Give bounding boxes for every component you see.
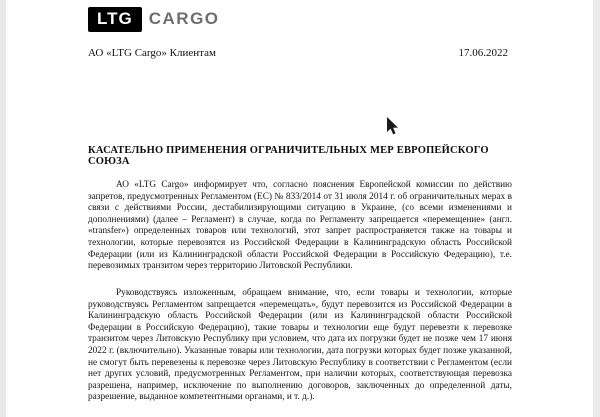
- paragraph-2: [88, 288, 512, 404]
- scan-edge-right: [593, 0, 600, 417]
- document-date: 17.06.2022: [458, 47, 508, 59]
- paragraph-2-text: Руководствуясь изложенным, обращаем внимание, что, если товары и технологии, которые руководствуясь Регламентом запрещается «перемещать», будут перевозится из Российской Федерации в Калининградскую область Российской Федерации (или из Калининградской области Российской Федерации в Российскую Федерацию), такие товары и технологии еще будут перевезти к перевозке транзитом через Литовскую Республику при условием, что дата их погрузки будет не позже чем 17 июня 2022 г. (включительно). Указанные товары или технологии, дата погрузки которых будет позже указанной, не смогут быть перевезены к перевозке через Литовскую Республику в соответствии с Регламентом (если нет других условий, предусмотренных Регламентом, при наличии которых, соответствующая перевозка разрешена, например, исключение по выполнению договоров, заключенных до определенной даты, разрешение, выданное компетентными органами, и т. д.).: [88, 288, 512, 403]
- paragraph-1: [88, 180, 512, 273]
- page-title: КАСАТЕЛЬНО ПРИМЕНЕНИЯ ОГРАНИЧИТЕЛЬНЫХ МЕР ЕВРОПЕЙСКОГО СОЮЗА: [88, 145, 489, 167]
- logo-mark-text: LTG: [88, 7, 142, 32]
- logo-word-text: CARGO: [148, 9, 220, 28]
- ltg-cargo-logo: [88, 6, 220, 32]
- scan-edge-left: [0, 0, 6, 417]
- addressee-text: АО «LTG Cargo» Клиентам: [88, 47, 216, 59]
- document-meta-row: [88, 47, 508, 59]
- paragraph-1-text: АО «LTG Cargo» информирует что, согласно пояснения Европейской комиссии по действию запретов, предусмотренных Регламентом (ЕС) № 833/2014 от 31 июля 2014 г. об ограничительных мерах в связи с действиями России, дестабилизирующими ситуацию в Украине, (со всеми изменениями и дополнениями) (далее – Регламент) в случае, когда по Регламенту запрещается «перемещение» (англ. «transfer») определенных товаров или технологий, этот запрет распространяется также на товары и технологии, которые перевозятся из Российской Федерации в Калининградскую область Российской Федерации (или из Калининградской области Российской Федерации в Российскую Федерацию), т.е. перевозимых транзитом через территорию Литовской Республики.: [88, 180, 512, 272]
